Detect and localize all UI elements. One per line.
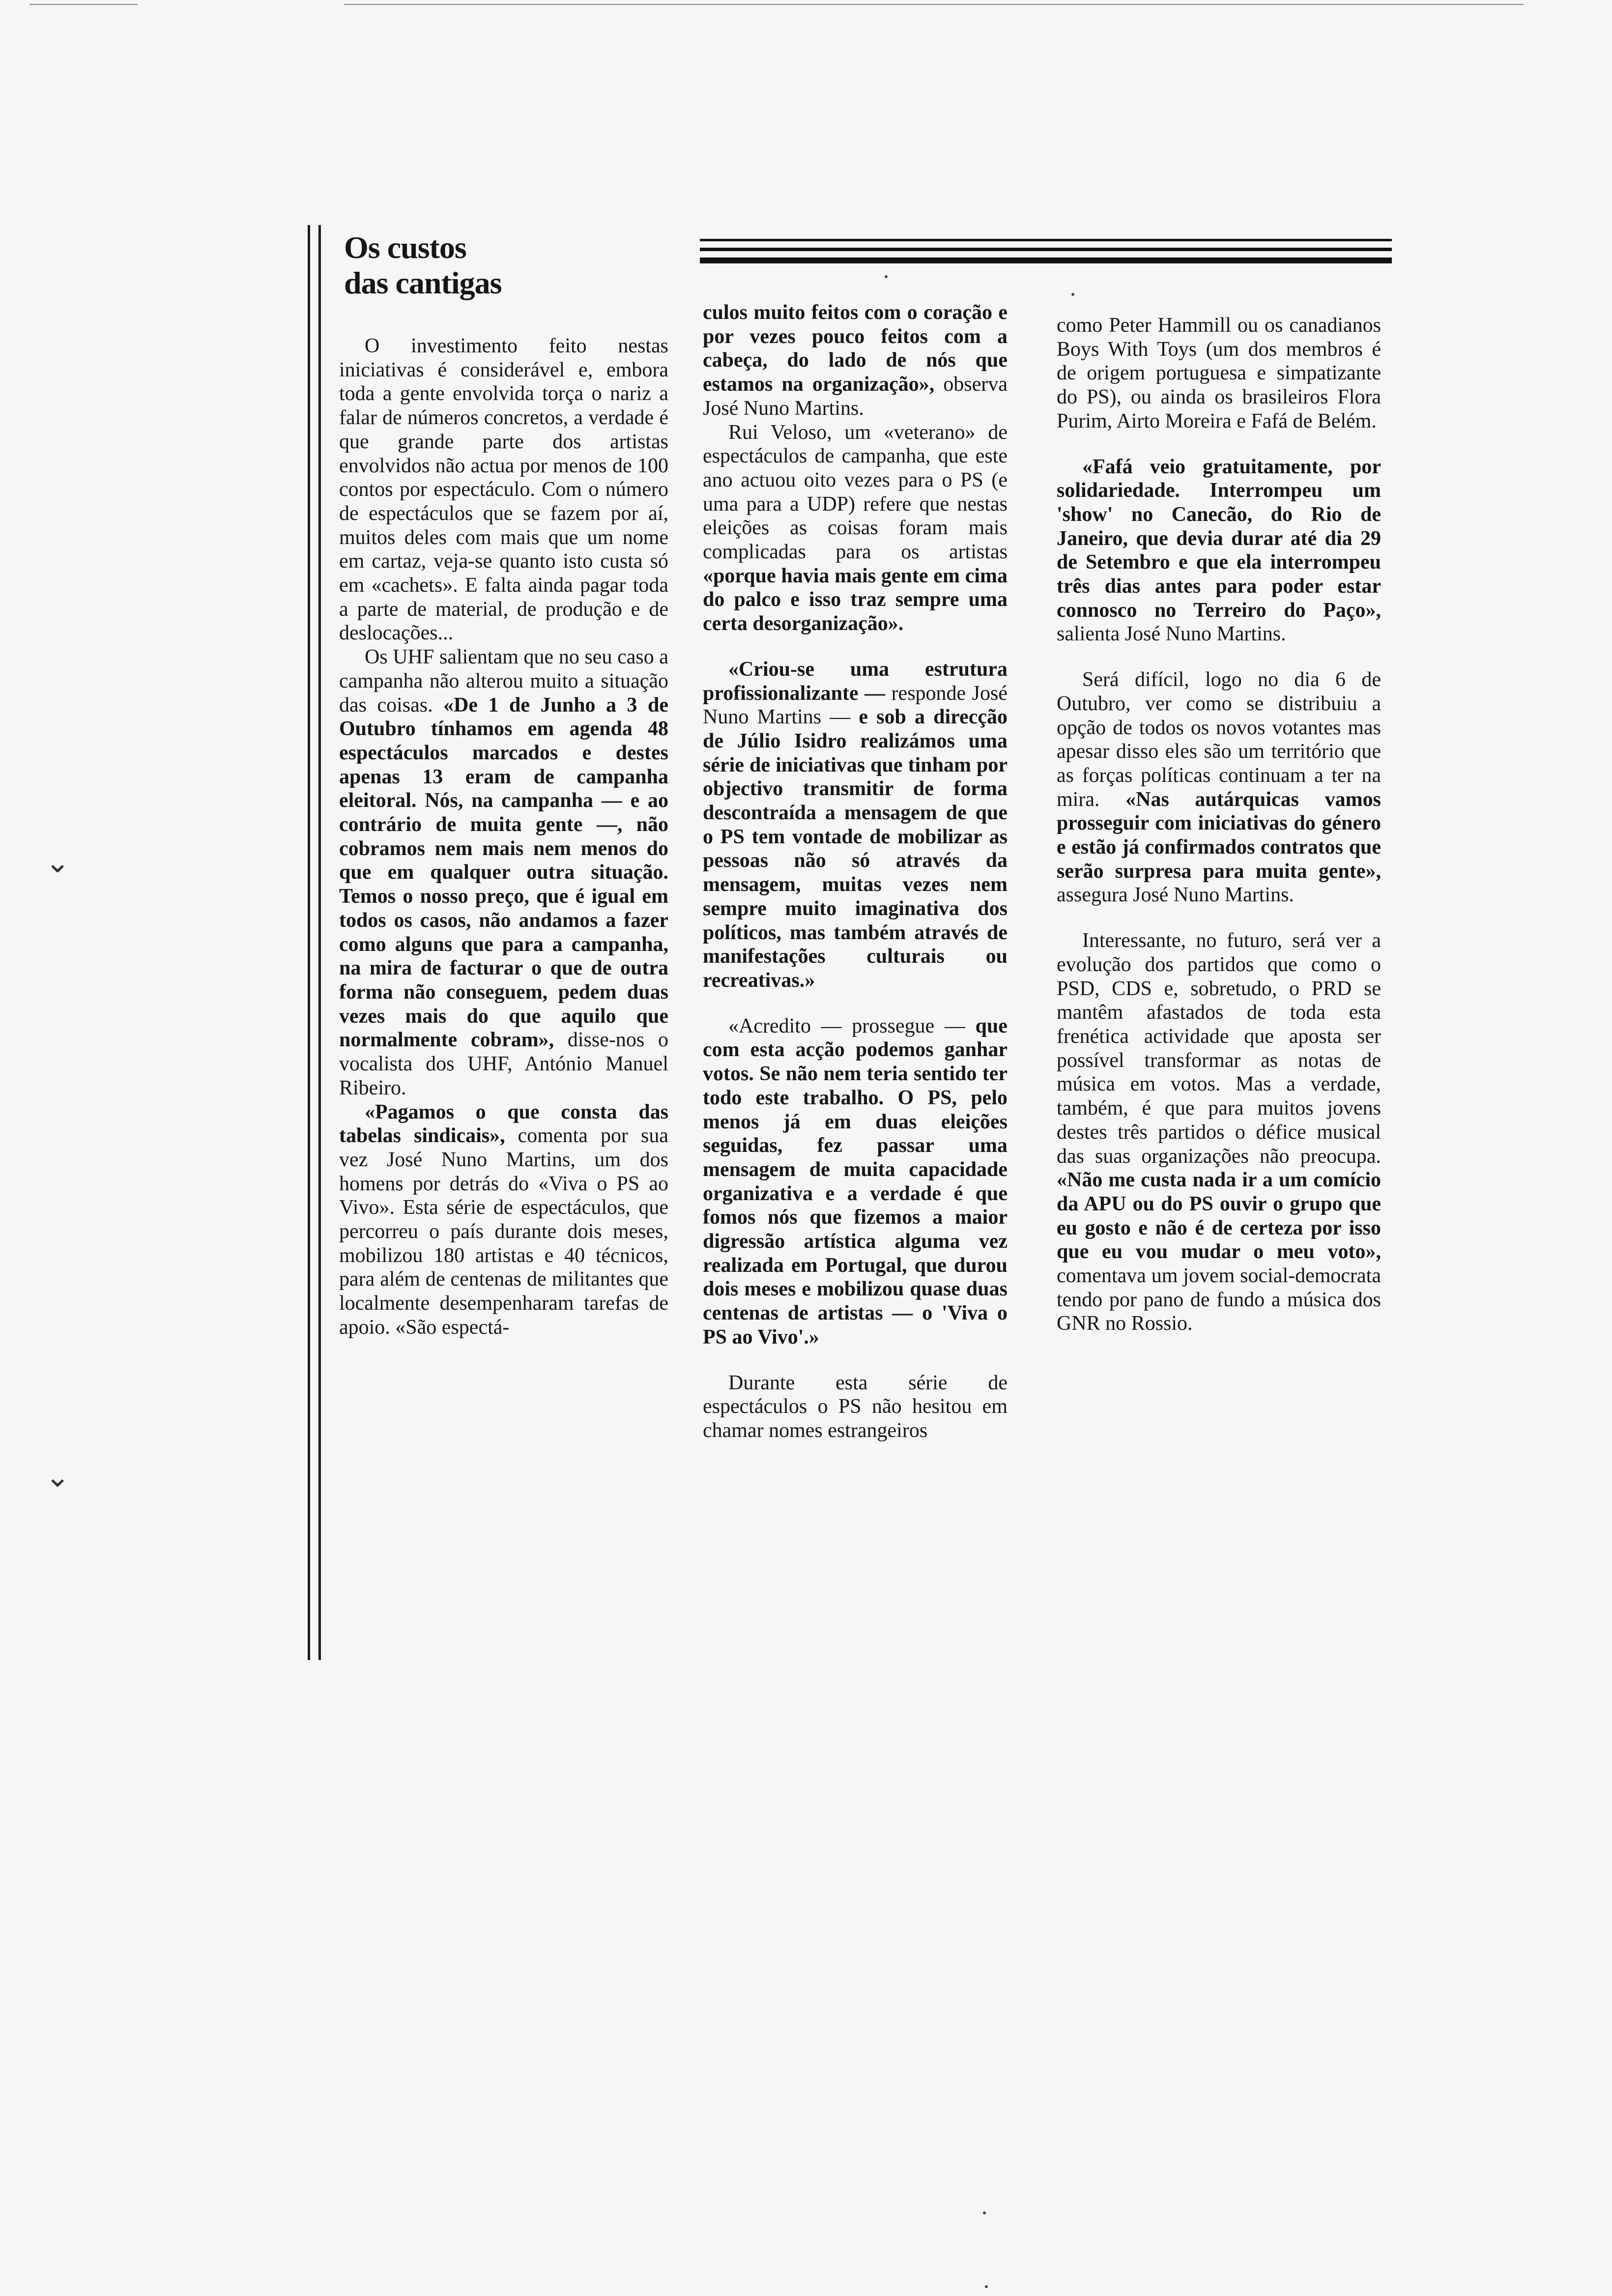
paragraph bbox=[703, 1014, 1008, 1349]
paragraph bbox=[1057, 455, 1381, 647]
quote-bold: «Criou-se uma estrutura profissionalizante — bbox=[703, 658, 1008, 705]
paragraph bbox=[703, 301, 1008, 421]
text-run: assegura José Nuno Martins. bbox=[1057, 884, 1294, 907]
paragraph bbox=[703, 421, 1008, 636]
text-run: «Acredito — prossegue — bbox=[728, 1014, 965, 1037]
margin-pencil-mark: ⌄ bbox=[45, 845, 70, 880]
quote-bold: «Não me custa nada ir a um comício da APU ou do PS ouvir o grupo que eu gosto e não é de certeza por isso que eu vou mudar o meu voto», bbox=[1057, 1169, 1381, 1263]
paragraph: como Peter Hammill ou os canadianos Boys With Toys (um dos membros é de origem portuguesa e simpatizante do PS), ou ainda os brasileiros Flora Purim, Airto Moreira e Fafá de Belém. bbox=[1057, 314, 1381, 432]
text-run: Rui Veloso, um «veterano» de espectáculos de campanha, que este ano actuou oito vezes para o PS (e uma para a UDP) refere que nestas eleições as coisas foram mais complicadas para os artistas bbox=[703, 421, 1008, 564]
dust-speck bbox=[885, 275, 888, 278]
scan-edge-line-left bbox=[29, 4, 138, 5]
paragraph bbox=[339, 1100, 668, 1340]
dust-speck bbox=[983, 2211, 986, 2214]
headline-line-2: das cantigas bbox=[344, 265, 502, 300]
quote-bold: culos muito feitos com o coração e por vezes pouco feitos com a cabeça, do lado de nós que estamos na organização», bbox=[703, 301, 1008, 396]
left-margin-rule-inner bbox=[318, 225, 321, 1660]
text-run: Os UHF salientam que no seu caso a campanha não alterou muito a situação das coisas. bbox=[339, 646, 668, 717]
left-margin-rule bbox=[308, 225, 310, 1660]
top-rule-thick bbox=[700, 258, 1392, 263]
paragraph bbox=[1057, 668, 1381, 907]
dust-speck bbox=[985, 2285, 988, 2288]
quote-bold: e sob a direcção de Júlio Isidro realizámos uma série de iniciativas que tinham por objectivo transmitir de forma descontraída a mensagem de que o PS tem vontade de mobilizar as pessoas não só através da mensagem, muitas vezes nem sempre muito imaginativa dos políticos, mas também através de manifestações culturais ou recreativas.» bbox=[703, 706, 1008, 992]
text-run: salienta José Nuno Martins. bbox=[1057, 623, 1286, 646]
dust-speck bbox=[1071, 293, 1074, 296]
text-run: disse-nos o vocalista dos UHF, António Manuel Ribeiro. bbox=[339, 1029, 668, 1099]
article-column-2 bbox=[703, 301, 1008, 1443]
paragraph: O investimento feito nestas iniciativas é considerável e, embora toda a gente envolvida torça o nariz a falar de números concretos, a verdade é que grande parte dos artistas envolvidos não actua por menos de 100 contos por espectáculo. Com o número de espectáculos que se fazem por aí, muitos deles com mais que um nome em cartaz, veja-se quanto isto custa só em «cachets». E falta ainda pagar toda a parte de material, de produção e de deslocações... bbox=[339, 335, 668, 645]
text-run: comenta por sua vez José Nuno Martins, um dos homens por detrás do «Viva o PS ao Vivo». Esta série de espectáculos, que percorreu o país durante dois meses, mobilizou 180 artistas e 40 técnicos, para além de centenas de militantes que localmente desempenharam tarefas de apoio. «São espectá- bbox=[339, 1124, 668, 1339]
text-run: observa José Nuno Martins. bbox=[703, 373, 1008, 420]
paragraph bbox=[339, 645, 668, 1100]
quote-bold: «porque havia mais gente em cima do palco e isso traz sempre uma certa desorganização». bbox=[703, 564, 1008, 635]
paragraph bbox=[1057, 929, 1381, 1336]
top-rule-mid bbox=[700, 248, 1392, 251]
text-run: Interessante, no futuro, será ver a evolução dos partidos que como o PSD, CDS e, sobretudo, o PRD se mantêm afastados de toda esta frenética actividade que aposta ser possível transformar as notas de música em votos. Mas a verdade, também, é que para muitos jovens destes três partidos o défice musical das suas organizações não preocupa. bbox=[1057, 929, 1381, 1168]
article-column-3 bbox=[1057, 314, 1381, 1336]
text-run: Será difícil, logo no dia 6 de Outubro, ver como se distribuiu a opção de todos os novos votantes mas apesar disso eles são um território que as forças políticas continuam a ter na mira. bbox=[1057, 668, 1381, 811]
text-run: comentava um jovem social-democrata tendo por pano de fundo a música dos GNR no Rossio. bbox=[1057, 1264, 1381, 1335]
text-run: responde José Nuno Martins — bbox=[703, 682, 1008, 729]
quote-bold: que com esta acção podemos ganhar votos. Se não nem teria sentido ter todo este trabalho. O PS, pelo menos já em duas eleições seguidas, fez passar uma mensagem de muita capacidade organizativa e a verdade é que fomos nós que fizemos a maior digressão artística alguma vez realizada em Portugal, que durou dois meses e mobilizou quase duas centenas de artistas — o 'Viva o PS ao Vivo'.» bbox=[703, 1014, 1008, 1349]
quote-bold: «Pagamos o que consta das tabelas sindicais», bbox=[339, 1100, 668, 1148]
quote-bold: «De 1 de Junho a 3 de Outubro tínhamos em agenda 48 espectáculos marcados e destes apenas 13 eram de campanha eleitoral. Nós, na campanha — e ao contrário de muita gente —, não cobramos nem mais nem menos do que em qualquer outra situação. Temos o nosso preço, que é igual em todos os casos, não andamos a fazer como alguns que para a campanha, na mira de facturar o que de outra forma não conseguem, pedem duas vezes mais do que aquilo que normalmente cobram», bbox=[339, 693, 668, 1052]
article-column-1 bbox=[339, 334, 668, 1340]
paragraph bbox=[703, 658, 1008, 993]
top-rule-thin bbox=[700, 239, 1392, 241]
margin-pencil-mark: ⌄ bbox=[45, 1460, 70, 1494]
scan-edge-line bbox=[344, 4, 1524, 5]
headline bbox=[344, 230, 619, 301]
quote-bold: «Fafá veio gratuitamente, por solidariedade. Interrompeu um 'show' no Canecão, do Rio de Janeiro, que devia durar até dia 29 de Setembro e que ela interrompeu três dias antes para poder estar connosco no Terreiro do Paço», bbox=[1057, 455, 1381, 622]
quote-bold: «Nas autárquicas vamos prosseguir com iniciativas do género e estão já confirmados contratos que serão surpresa para muita gente», bbox=[1057, 788, 1381, 883]
paragraph: Durante esta série de espectáculos o PS não hesitou em chamar nomes estrangeiros bbox=[703, 1371, 1008, 1442]
headline-line-1: Os custos bbox=[344, 230, 466, 265]
